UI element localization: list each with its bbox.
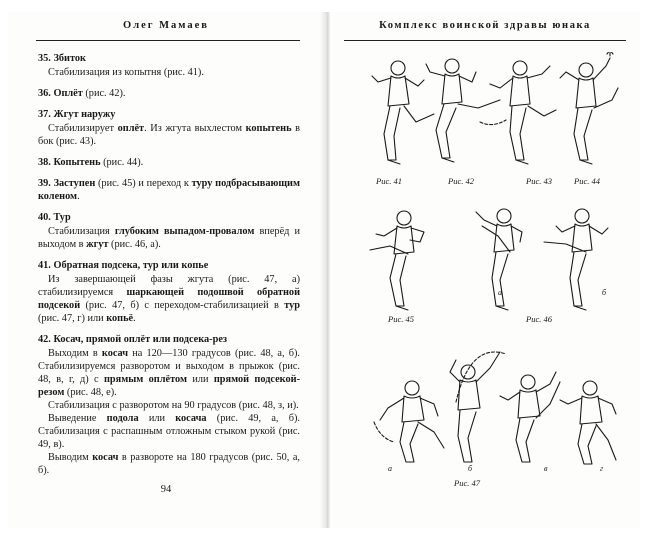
caption-fig-45: Рис. 45 bbox=[388, 314, 414, 324]
section-paragraph: Выведение подола или косача (рис. 49, а, б). Стабилизация с распашным отложным стыком рукой (рис. 49, в). bbox=[38, 413, 300, 450]
figure-row-41-44 bbox=[360, 52, 622, 172]
caption-fig-47: Рис. 47 bbox=[454, 478, 480, 488]
section-title: 37. Жгут наружу bbox=[38, 109, 116, 120]
section-item bbox=[38, 52, 300, 79]
section-paragraph: Стабилизирует оплёт. Из жгута выхлестом копытень в бок (рис. 43). bbox=[38, 123, 300, 147]
section-item bbox=[38, 177, 300, 203]
section-paragraph: Из завершающей фазы жгута (рис. 47, а) стабилизируемся шаркающей подошвой обратной подсекой (рис. 47, б) с переходом-стабилизацией в тур (рис. 47, г) или копьё. bbox=[38, 274, 301, 324]
fig-47-sub-b: б bbox=[468, 464, 473, 473]
section-title: 36. Оплёт (рис. 42). bbox=[38, 88, 126, 99]
figure-row-45-46 bbox=[360, 206, 622, 312]
figure-47g bbox=[560, 381, 616, 464]
section-paragraph: Стабилизация с разворотом на 90 градусов (рис. 48, з, и). bbox=[48, 400, 299, 411]
figure-45 bbox=[370, 211, 424, 310]
fig-46-sub-a: а bbox=[498, 288, 502, 297]
figure-47a bbox=[374, 381, 444, 462]
figure-43 bbox=[490, 61, 556, 164]
section-paragraph: Выводим косач в развороте на 180 градусов (рис. 50, а, б). bbox=[38, 452, 300, 476]
caption-fig-44: Рис. 44 bbox=[574, 176, 600, 186]
caption-fig-42: Рис. 42 bbox=[448, 176, 474, 186]
fig-46-sub-b: б bbox=[602, 288, 607, 297]
caption-fig-46: Рис. 46 bbox=[526, 314, 552, 324]
section-paragraph: Стабилизация глубоким выпадом-провалом вперёд и выходом в жгут (рис. 46, а). bbox=[38, 226, 301, 250]
figure-47v bbox=[500, 372, 560, 462]
section-paragraph: Стабилизация из копытня (рис. 41). bbox=[48, 67, 204, 78]
section-item bbox=[38, 156, 300, 169]
figure-41-44-drawing bbox=[360, 52, 622, 172]
section-item bbox=[38, 211, 300, 251]
figure-row-47 bbox=[360, 342, 622, 472]
section-item bbox=[38, 108, 300, 148]
figure-47-drawing bbox=[360, 342, 622, 472]
section-item bbox=[38, 333, 300, 477]
fig-47-sub-a: а bbox=[388, 464, 392, 473]
fig-47-sub-v: в bbox=[544, 464, 548, 473]
figure-45-46-drawing bbox=[360, 206, 622, 312]
figure-42 bbox=[426, 59, 506, 162]
left-running-head: Олег Мамаев bbox=[123, 20, 209, 31]
caption-fig-43: Рис. 43 bbox=[526, 176, 552, 186]
section-title: 40. Тур bbox=[38, 212, 71, 223]
section-title: 42. Косач, прямой оплёт или подсека-рез bbox=[38, 334, 228, 345]
section-item bbox=[38, 259, 300, 325]
figure-47b bbox=[450, 352, 506, 462]
section-item bbox=[38, 87, 300, 100]
right-header-rule bbox=[344, 40, 626, 41]
section-title: 41. Обратная подсека, тур или копье bbox=[38, 260, 209, 271]
figure-41 bbox=[372, 61, 434, 164]
section-title: 39. Заступен (рис. 45) и переход к туру подбрасывающим коленом. bbox=[38, 178, 300, 202]
fig-47-sub-g: г bbox=[600, 464, 604, 473]
left-text-block bbox=[38, 52, 300, 485]
right-page bbox=[330, 12, 640, 528]
section-title: 35. Збиток bbox=[38, 53, 86, 64]
right-running-head: Комплекс воинской здравы юнака bbox=[379, 20, 591, 31]
figure-44 bbox=[560, 52, 618, 164]
section-title: 38. Копытень (рис. 44). bbox=[38, 157, 144, 168]
book-spread bbox=[8, 12, 640, 528]
section-paragraph: Выходим в косач на 120—130 градусов (рис. 48, а, б). Стабилизируемся разворотом и выходом в прыжок (рис. 48, в, г, д) с прямым оплётом или прямой подсекой-резом (рис. 48, е). bbox=[38, 348, 300, 398]
page-number: 94 bbox=[160, 484, 172, 495]
left-header-rule bbox=[36, 40, 300, 41]
caption-fig-41: Рис. 41 bbox=[376, 176, 402, 186]
figure-46b bbox=[544, 209, 608, 310]
left-page bbox=[8, 12, 324, 528]
